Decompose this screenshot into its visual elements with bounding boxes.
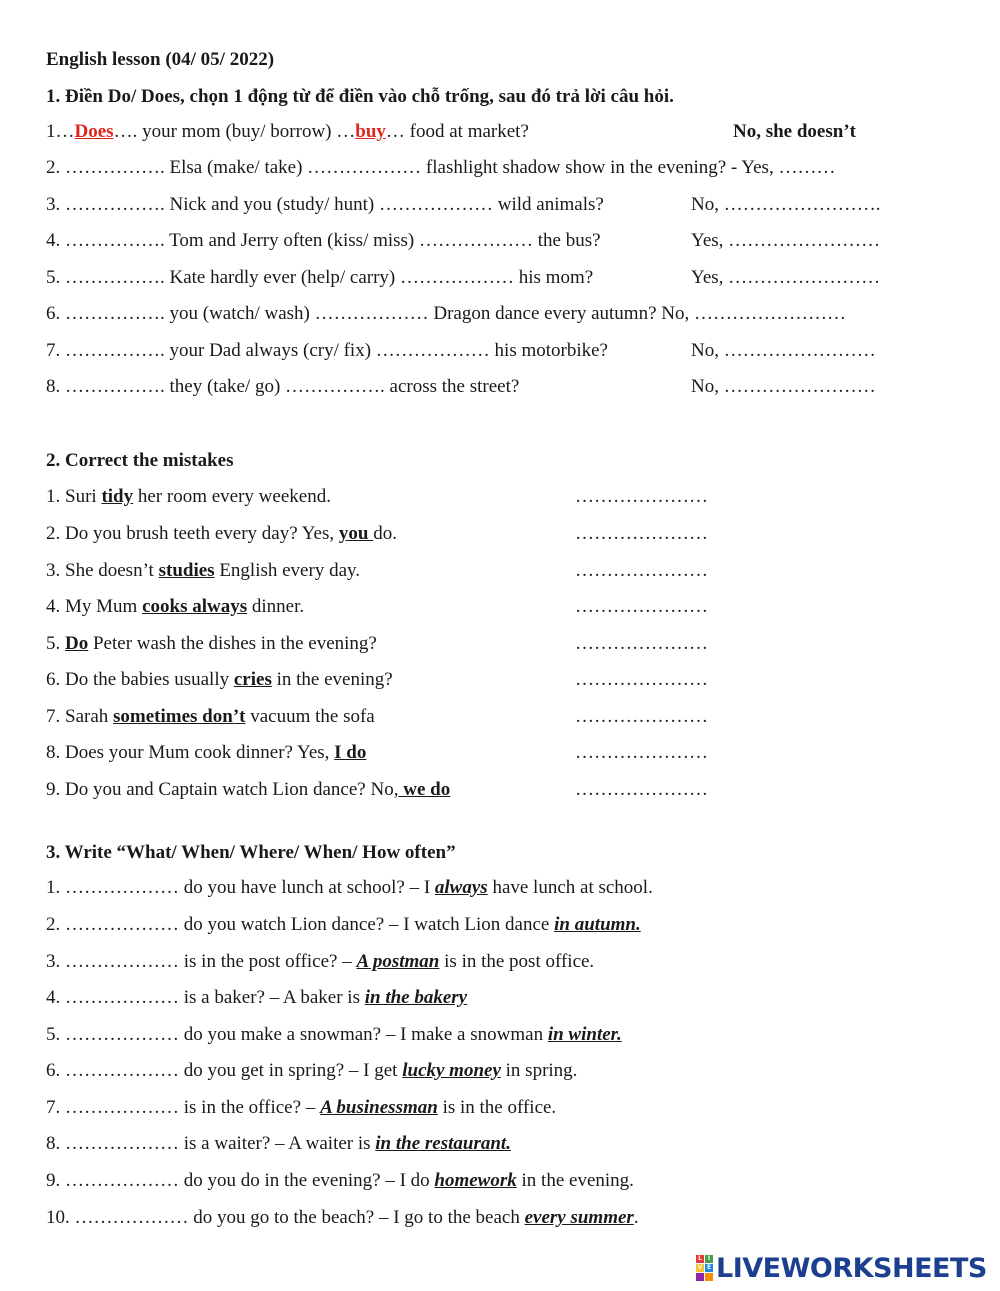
s1-item-7[interactable]: 7. ……………. your Dad always (cry/ fix) ……………… his motorbike? [46,340,608,361]
s3-item-8-key: in the restaurant. [375,1133,511,1154]
s3-item-10[interactable] [46,1206,639,1230]
s2-item-5-mistake: Do [65,633,89,654]
s2-item-7-mistake: sometimes don’t [113,706,246,727]
s3-item-10-post: . [633,1207,639,1228]
s3-item-10-pre: 10. ……………… do you go to the beach? – I go to the beach [46,1207,525,1228]
s1-item-4[interactable]: 4. ……………. Tom and Jerry often (kiss/ miss) ……………… the bus? [46,230,601,251]
s3-item-6[interactable] [46,1059,577,1083]
s2-item-6-blank[interactable]: ………………… [575,669,708,690]
s3-item-4-key: in the bakery [364,987,468,1008]
s2-item-9-blank[interactable]: ………………… [575,779,708,800]
s2-item-2-post: do. [373,523,397,544]
s3-item-3-pre: 3. ……………… is in the post office? – [46,951,357,972]
logo-cell: L [696,1255,704,1263]
section1-heading: 1. Điền Do/ Does, chọn 1 động từ để điền vào chỗ trống, sau đó trả lời câu hỏi. [46,86,674,107]
s2-item-1-post: her room every weekend. [133,486,331,507]
s1-item-3[interactable]: 3. ……………. Nick and you (study/ hunt) ……………… wild animals? [46,194,604,215]
s1-item-1-answer-verb[interactable]: buy [355,121,386,142]
s1-item-5-reply[interactable]: Yes, …………………… [691,267,881,288]
s2-item-5-pre: 5. [46,633,65,654]
s2-item-7-blank[interactable]: ………………… [575,706,708,727]
s2-item-5 [46,632,377,656]
s3-item-5-pre: 5. ……………… do you make a snowman? – I make a snowman [46,1024,548,1045]
s2-item-4-post: dinner. [247,596,305,617]
s2-item-5-post: Peter wash the dishes in the evening? [88,633,377,654]
s2-item-8 [46,741,366,765]
s2-item-6 [46,668,393,692]
s2-item-8-pre: 8. Does your Mum cook dinner? Yes, [46,742,335,763]
s3-item-2-key: in autumn. [554,914,641,935]
s1-item-8[interactable]: 8. ……………. they (take/ go) ……………. across the street? [46,376,520,397]
s3-item-7[interactable] [46,1096,556,1120]
s3-item-1-post: have lunch at school. [487,877,653,898]
s3-item-3[interactable] [46,950,594,974]
section3-heading: 3. Write “What/ When/ Where/ When/ How often” [46,842,456,863]
s2-item-1-blank[interactable]: ………………… [575,486,708,507]
s3-item-4[interactable] [46,986,467,1010]
s3-item-9-post: in the evening. [516,1170,634,1191]
s2-item-6-post: in the evening? [271,669,393,690]
s3-item-10-key: every summer [524,1207,634,1228]
s3-item-7-key: A businessman [320,1097,438,1118]
s1-item-6[interactable]: 6. ……………. you (watch/ wash) ……………… Dragon dance every autumn? No, …………………… [46,303,846,324]
s1-item-3-reply[interactable]: No, ……………………. [691,194,881,215]
s3-item-6-post: in spring. [500,1060,578,1081]
brand-name: LIVEWORKSHEETS [716,1252,987,1284]
s2-item-6-mistake: cries [233,669,272,690]
s2-item-4-pre: 4. My Mum [46,596,143,617]
s3-item-8[interactable] [46,1132,511,1156]
s3-item-4-pre: 4. ……………… is a baker? – A baker is [46,987,365,1008]
s1-item-1-num: 1… [46,121,75,142]
s1-item-1 [46,120,529,144]
s3-item-9-pre: 9. ……………… do you do in the evening? – I do [46,1170,435,1191]
s1-item-1-text-a: …. your mom (buy/ borrow) … [113,121,356,142]
s2-item-2 [46,522,397,546]
s2-item-2-blank[interactable]: ………………… [575,523,708,544]
s2-item-3-mistake: studies [158,560,215,581]
s2-item-9-pre: 9. Do you and Captain watch Lion dance? No, [46,779,399,800]
s2-item-3 [46,559,360,583]
s2-item-8-mistake: I do [334,742,367,763]
s2-item-6-pre: 6. Do the babies usually [46,669,234,690]
s2-item-4-mistake: cooks always [142,596,248,617]
s2-item-4-blank[interactable]: ………………… [575,596,708,617]
s1-item-7-reply[interactable]: No, …………………… [691,340,876,361]
s1-item-1-text-b: … food at market? [385,121,529,142]
s1-item-2[interactable]: 2. ……………. Elsa (make/ take) ……………… flashlight shadow show in the evening? - Yes, ……… [46,157,836,178]
s1-item-8-reply[interactable]: No, …………………… [691,376,876,397]
logo-cell [696,1273,704,1281]
s3-item-2-pre: 2. ……………… do you watch Lion dance? – I watch Lion dance [46,914,555,935]
s3-item-9-key: homework [434,1170,517,1191]
s3-item-5[interactable] [46,1023,622,1047]
s3-item-3-key: A postman [356,951,440,972]
s3-item-6-key: lucky money [402,1060,501,1081]
s2-item-1-mistake: tidy [101,486,134,507]
liveworksheets-logo [696,1254,987,1282]
s3-item-5-key: in winter. [547,1024,622,1045]
s3-item-1[interactable] [46,876,653,900]
s2-item-9 [46,778,450,802]
logo-cell [705,1273,713,1281]
s3-item-8-pre: 8. ……………… is a waiter? – A waiter is [46,1133,376,1154]
s2-item-2-mistake: you [338,523,374,544]
logo-cell: E [706,1264,712,1271]
s2-item-5-blank[interactable]: ………………… [575,633,708,654]
s1-item-1-answer-aux[interactable]: Does [74,121,114,142]
page-title: English lesson (04/ 05/ 2022) [46,49,275,70]
s3-item-3-post: is in the post office. [439,951,595,972]
s1-item-5[interactable]: 5. ……………. Kate hardly ever (help/ carry) ……………… his mom? [46,267,594,288]
s3-item-1-key: always [434,877,488,898]
s3-item-6-pre: 6. ……………… do you get in spring? – I get [46,1060,403,1081]
s3-item-9[interactable] [46,1169,634,1193]
s2-item-1-pre: 1. Suri [46,486,102,507]
s2-item-1 [46,485,331,509]
s2-item-7-pre: 7. Sarah [46,706,114,727]
s2-item-3-blank[interactable]: ………………… [575,560,708,581]
liveworksheets-logo-icon [696,1255,713,1281]
s2-item-2-pre: 2. Do you brush teeth every day? Yes, [46,523,339,544]
s2-item-7 [46,705,375,729]
s2-item-3-pre: 3. She doesn’t [46,560,159,581]
s3-item-2[interactable] [46,913,641,937]
s1-item-1-reply[interactable]: No, she doesn’t [733,121,856,142]
s3-item-7-pre: 7. ……………… is in the office? – [46,1097,321,1118]
s2-item-3-post: English every day. [214,560,361,581]
s3-item-1-pre: 1. ……………… do you have lunch at school? – I [46,877,435,898]
s2-item-8-blank[interactable]: ………………… [575,742,708,763]
s2-item-7-post: vacuum the sofa [245,706,375,727]
s2-item-9-mistake: we do [398,779,451,800]
s3-item-7-post: is in the office. [437,1097,557,1118]
s2-item-4 [46,595,304,619]
section2-heading: 2. Correct the mistakes [46,450,234,471]
logo-cell: V [697,1264,703,1271]
s1-item-4-reply[interactable]: Yes, …………………… [691,230,881,251]
logo-cell: I [705,1255,713,1263]
